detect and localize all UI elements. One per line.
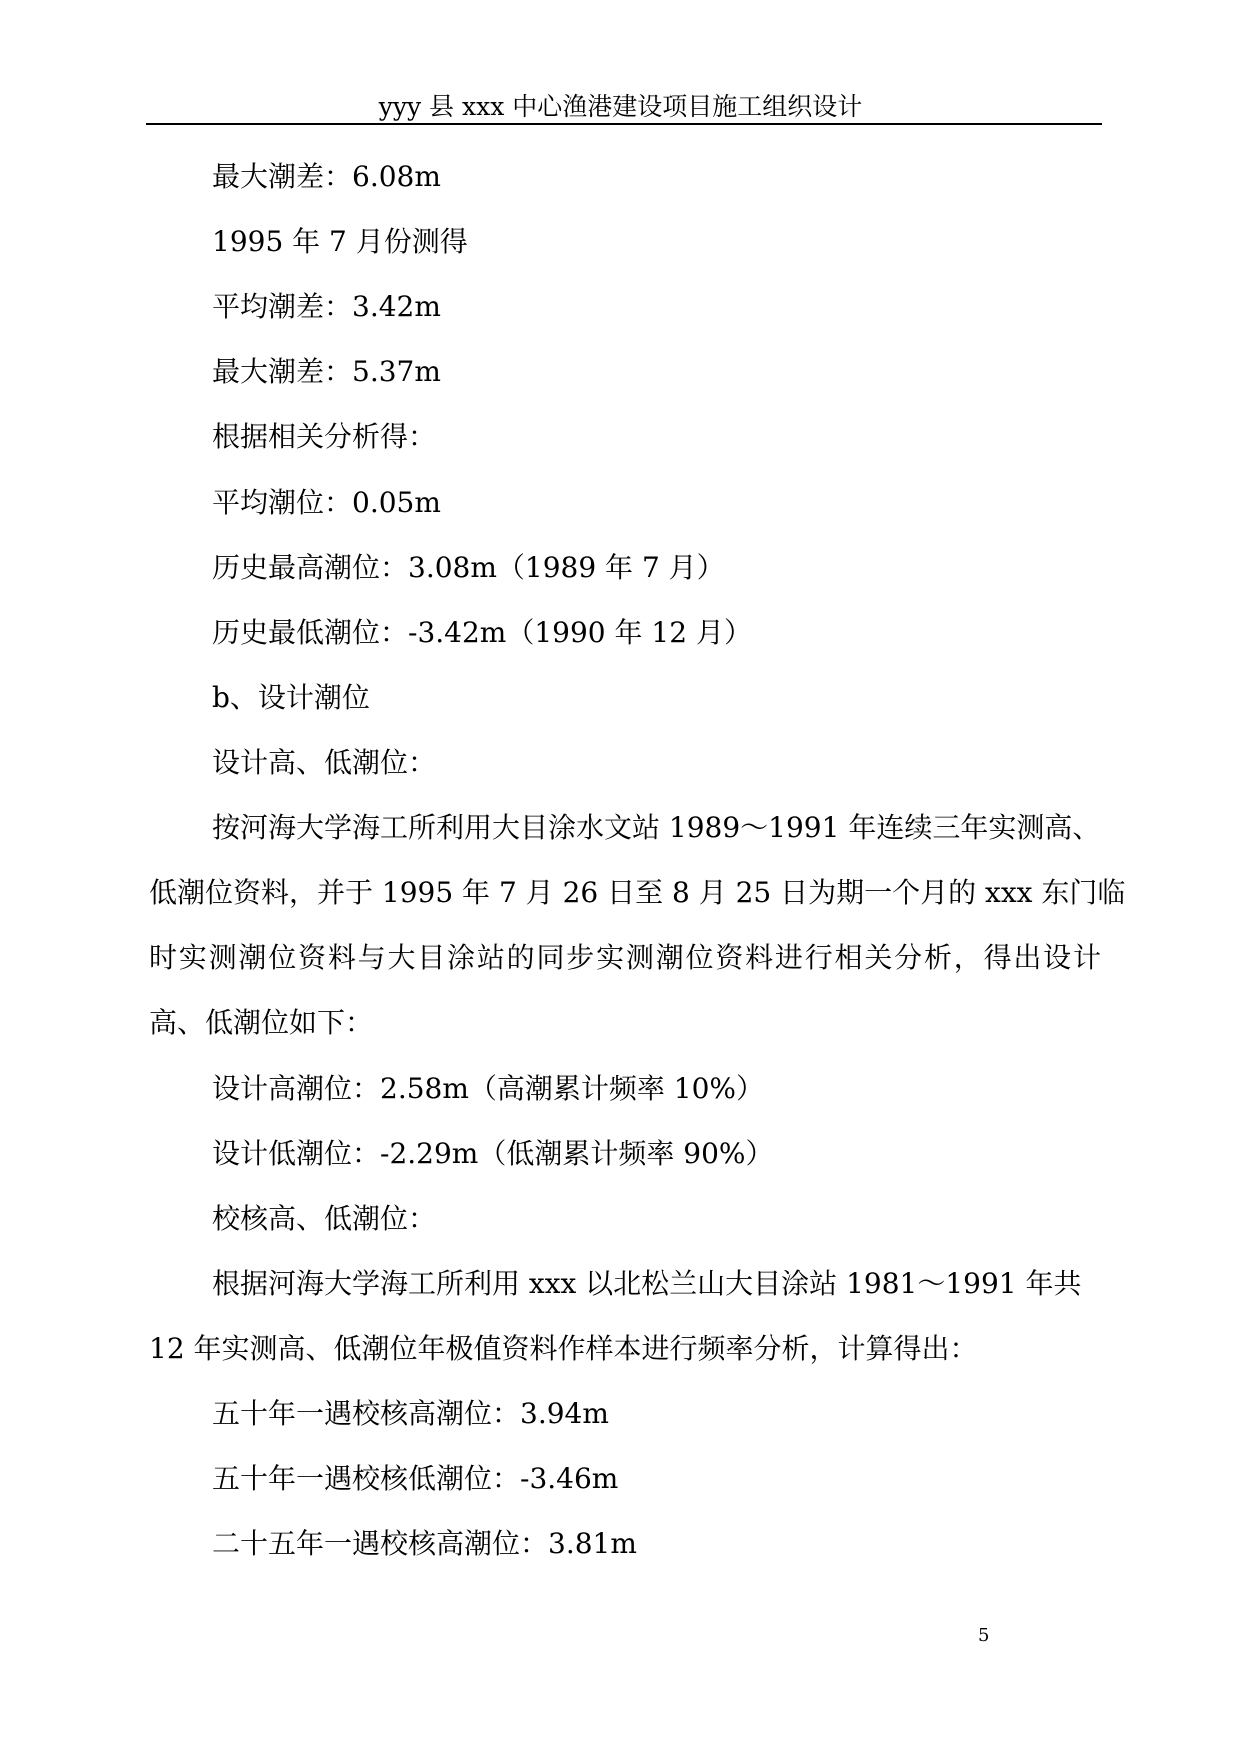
paragraph-line: 根据河海大学海工所利用 xxx 以北松兰山大目涂站 1981～1991 年共 xyxy=(212,1267,1082,1300)
page-number: 5 xyxy=(978,1625,990,1646)
text-line: 二十五年一遇校核高潮位：3.81m xyxy=(212,1527,637,1560)
paragraph-line: 低潮位资料，并于 1995 年 7 月 26 日至 8 月 25 日为期一个月的 xxx 东门临 xyxy=(149,876,1126,909)
paragraph-line: 高、低潮位如下： xyxy=(149,1006,374,1039)
text-line: 历史最低潮位：-3.42m（1990 年 12 月） xyxy=(212,616,752,649)
section-heading: b、设计潮位 xyxy=(212,681,370,714)
text-line: 根据相关分析得： xyxy=(212,420,437,453)
text-line: 最大潮差：5.37m xyxy=(212,355,441,388)
paragraph-line: 12 年实测高、低潮位年极值资料作样本进行频率分析，计算得出： xyxy=(149,1332,978,1365)
text-line: 五十年一遇校核高潮位：3.94m xyxy=(212,1397,609,1430)
text-line: 平均潮差：3.42m xyxy=(212,290,441,323)
text-line: 平均潮位：0.05m xyxy=(212,486,441,519)
text-line: 五十年一遇校核低潮位：-3.46m xyxy=(212,1462,619,1495)
text-line: 最大潮差：6.08m xyxy=(212,160,441,193)
text-line: 设计高潮位：2.58m（高潮累计频率 10%） xyxy=(212,1072,765,1105)
header-rule xyxy=(146,123,1102,125)
text-line: 设计低潮位：-2.29m（低潮累计频率 90%） xyxy=(212,1137,774,1170)
page-header-title: yyy 县 xxx 中心渔港建设项目施工组织设计 xyxy=(378,92,863,121)
text-line: 历史最高潮位：3.08m（1989 年 7 月） xyxy=(212,551,725,584)
paragraph-line: 按河海大学海工所利用大目涂水文站 1989～1991 年连续三年实测高、 xyxy=(212,811,1101,844)
text-line: 校核高、低潮位： xyxy=(212,1202,437,1235)
text-line: 设计高、低潮位： xyxy=(212,746,437,779)
text-line: 1995 年 7 月份测得 xyxy=(212,225,468,258)
paragraph-line: 时实测潮位资料与大目涂站的同步实测潮位资料进行相关分析，得出设计 xyxy=(149,941,1101,974)
